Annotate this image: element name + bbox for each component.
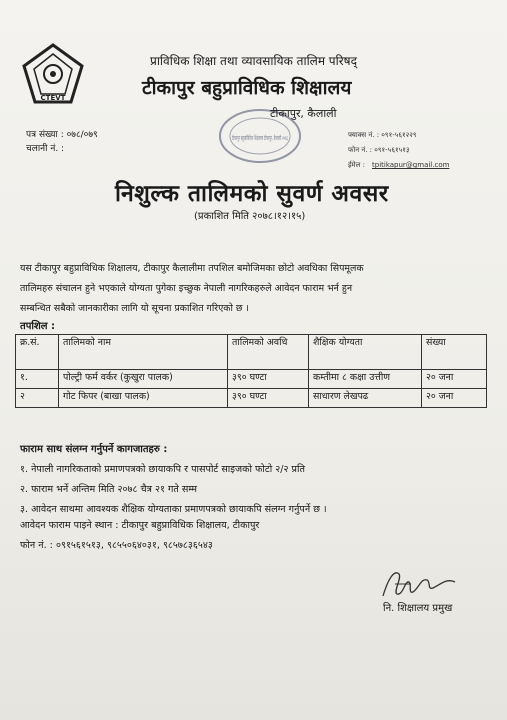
intro-line-2: तालिमहरु संचालन हुने भएकाले योग्यता पुगेका इच्छुक नेपाली नागरिकहरुले आवेदन फाराम भर्न हुन — [20, 283, 353, 294]
intro-line-1: यस टीकापुर बहुप्राविधिक शिक्षालय, टीकापुर कैलालीमा तपशिल बमोजिमका छोटो अवधिका सिपमूलक — [20, 263, 364, 274]
cell-count: २० जना — [422, 389, 487, 408]
documents-heading: फाराम साथ संलग्न गर्नुपर्ने कागजातहरु : — [20, 444, 168, 455]
signature-icon — [375, 566, 475, 602]
fax-number: फ्याक्स नं. : ०९१-५६१२२९ — [348, 131, 417, 139]
cell-count: २० जना — [422, 370, 487, 389]
notice-headline: निशुल्क तालिमको सुवर्ण अवसर — [115, 181, 389, 207]
cell-duration: ३९० घण्टा — [228, 370, 309, 389]
phone-number: फोन नं. : ०९१-५६१५१३ — [348, 146, 410, 154]
logo-text: CTEVT — [40, 94, 66, 102]
cell-duration: ३९० घण्टा — [228, 389, 309, 408]
cell-qualification: कम्तीमा ८ कक्षा उत्तीण — [309, 370, 422, 389]
email-link[interactable]: tpitikapur@gmail.com — [372, 161, 450, 169]
council-name: प्राविधिक शिक्षा तथा व्यावसायिक तालिम परिषद् — [150, 54, 357, 68]
cell-qualification: साधारण लेखपढ — [309, 389, 422, 408]
form-location: आवेदन फाराम पाइने स्थान : टीकापुर बहुप्राविधिक शिक्षालय, टीकापुर — [20, 520, 260, 531]
intro-line-3: सम्बन्धित सबैको जानकारीका लागि यो सूचना प्रकाशित गरिएको छ । — [20, 303, 249, 314]
ctevt-logo-icon — [20, 42, 86, 108]
table-row — [16, 389, 487, 408]
col-header-qualification: शैक्षिक योग्यता — [309, 335, 422, 370]
cell-sn: १. — [16, 370, 59, 389]
cell-training: पोल्ट्री फर्म वर्कर (कुखुरा पालक) — [59, 370, 228, 389]
document-item: १. नेपाली नागरिकताको प्रमाणपत्रको छायाकपि र पासपोर्ट साइजको फोटो २/२ प्रति — [20, 464, 305, 475]
table-header-row — [16, 335, 487, 370]
details-heading: तपशिल : — [20, 321, 56, 332]
dispatch-number: चलानी नं. : — [26, 144, 65, 154]
published-date: (प्रकाशित मिति २०७८।१२।१५) — [194, 211, 306, 222]
document-item: २. फाराम भर्ने अन्तिम मिति २०७८ चैत्र २१ गते सम्म — [20, 484, 198, 495]
signatory-title: नि. शिक्षालय प्रमुख — [383, 603, 453, 614]
table-row — [16, 370, 487, 389]
letter-number: पत्र संख्या : ०७८/०७९ — [26, 130, 98, 140]
training-table — [15, 334, 487, 408]
col-header-training: तालिमको नाम — [59, 335, 228, 370]
college-location: टीकापुर, कैलाली — [270, 107, 337, 120]
email-label: ईमेल : — [348, 161, 365, 169]
col-header-count: संख्या — [422, 335, 487, 370]
col-header-duration: तालिमको अवधि — [228, 335, 309, 370]
contact-phones: फोन नं. : ०९१५६१५१३, ९८५५०६४०३१, ९८५७८३६५४३ — [20, 540, 213, 551]
college-name: टीकापुर बहुप्राविधिक शिक्षालय — [142, 77, 352, 99]
col-header-sn: क्र.सं. — [16, 335, 59, 370]
cell-sn: २ — [16, 389, 59, 408]
document-item: ३. आवेदन साथमा आवश्यक शैक्षिक योग्यताका प्रमाणपत्रको छायाकपि संलग्न गर्नुपर्ने छ । — [20, 504, 327, 515]
cell-training: गोट फिपर (बाखा पालक) — [59, 389, 228, 408]
stamp-text: टीकापुर बहुप्राविधिक शिक्षालय टीकापुर, कैलाली २०६६ — [232, 135, 351, 142]
